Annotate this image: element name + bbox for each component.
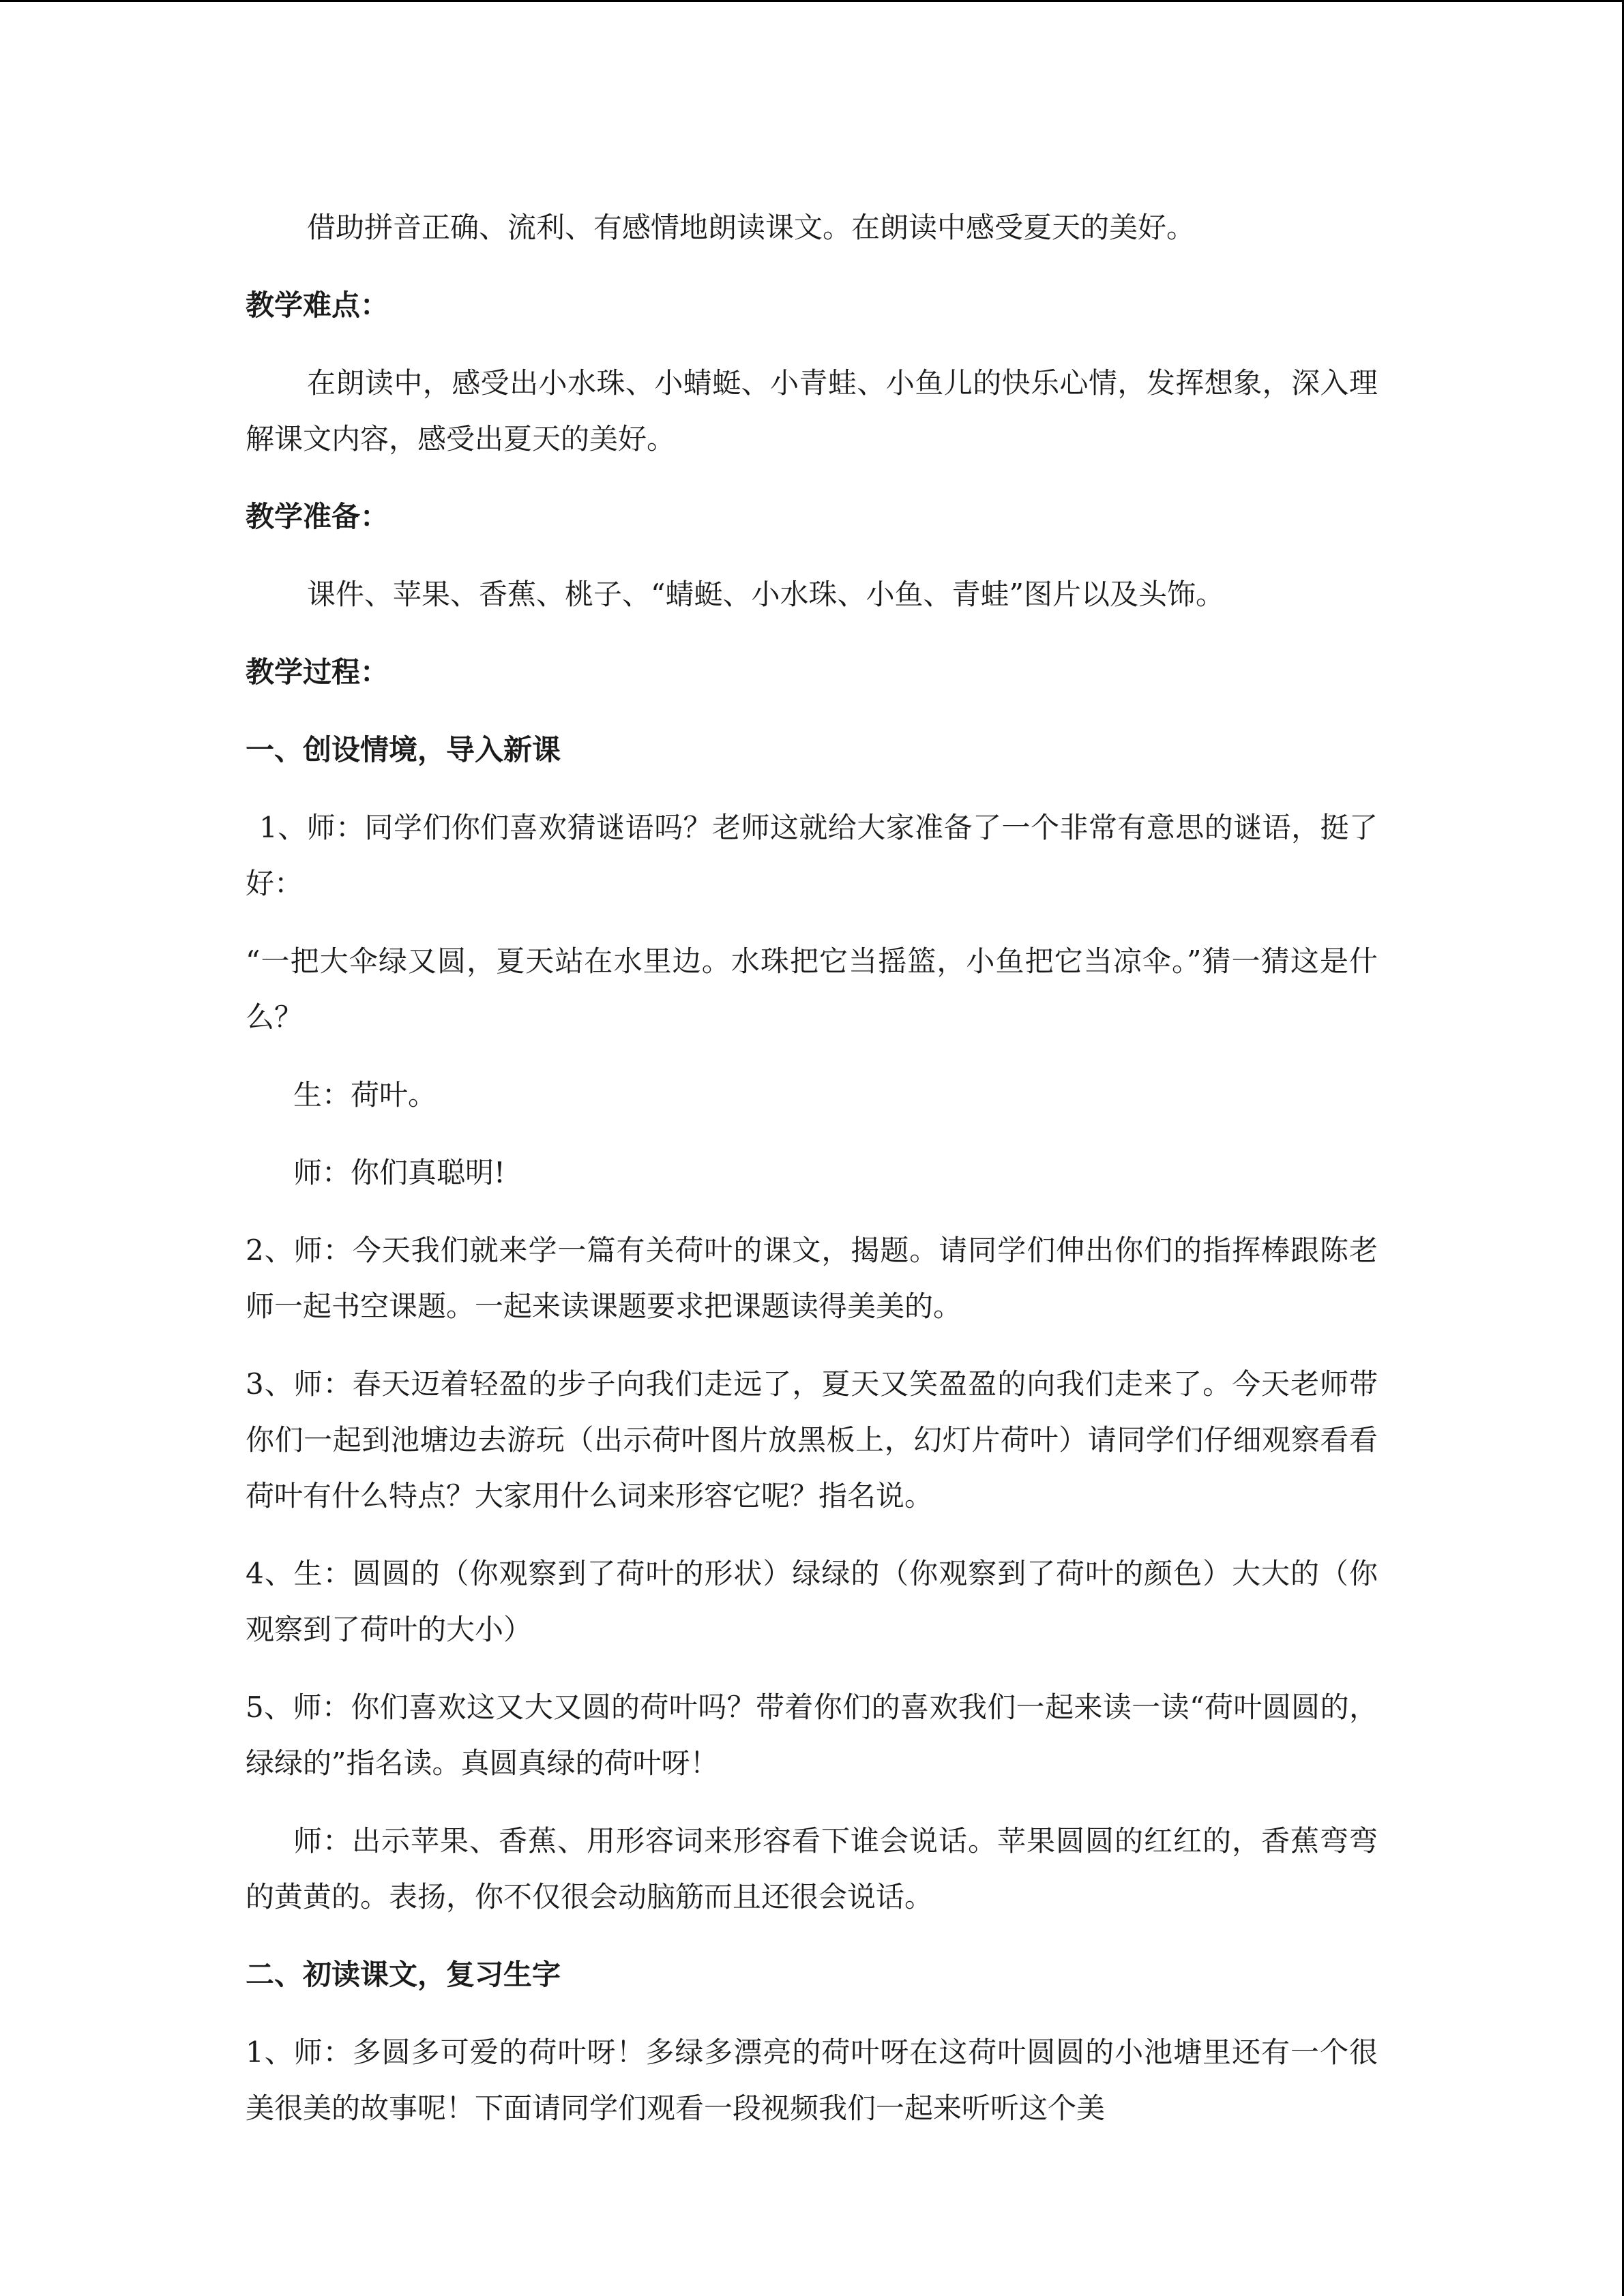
paragraph-step-5: 5、师：你们喜欢这又大又圆的荷叶吗？带着你们的喜欢我们一起来读一读“荷叶圆圆的，绿绿的”指名读。真圆真绿的荷叶呀！ [246, 1690, 1378, 1780]
heading-teaching-preparation: 教学准备： [246, 500, 389, 533]
paragraph-student-answer: 生：荷叶。 [293, 1078, 437, 1112]
heading-teaching-process: 教学过程： [246, 655, 389, 689]
paragraph-difficulty: 在朗读中，感受出小水珠、小蜻蜓、小青蛙、小鱼儿的快乐心情，发挥想象，深入理解课文内容，感受出夏天的美好。 [246, 366, 1378, 456]
paragraph-preparation: 课件、苹果、香蕉、桃子、“蜻蜓、小水珠、小鱼、青蛙”图片以及头饰。 [307, 578, 1224, 611]
paragraph-step-3: 3、师：春天迈着轻盈的步子向我们走远了，夏天又笑盈盈的向我们走来了。今天老师带你们一起到池塘边去游玩（出示荷叶图片放黑板上，幻灯片荷叶）请同学们仔细观察看看荷叶有什么特点？大家用什么词来形容它呢？指名说。 [246, 1367, 1378, 1512]
heading-teaching-difficulty: 教学难点： [246, 288, 389, 322]
paragraph-riddle-intro: 1、师：同学们你们喜欢猜谜语吗？老师这就给大家准备了一个非常有意思的谜语，挺了好： [246, 811, 1378, 900]
heading-section-two: 二、初读课文，复习生字 [246, 1958, 561, 1991]
paragraph-step-2: 2、师：今天我们就来学一篇有关荷叶的课文，揭题。请同学们伸出你们的指挥棒跟陈老师一起书空课题。一起来读课题要求把课题读得美美的。 [246, 1234, 1378, 1323]
document-body [246, 200, 1378, 2158]
paragraph-objective: 借助拼音正确、流利、有感情地朗读课文。在朗读中感受夏天的美好。 [307, 211, 1196, 244]
paragraph-section2-step-1: 1、师：多圆多可爱的荷叶呀！多绿多漂亮的荷叶呀在这荷叶圆圆的小池塘里还有一个很美很美的故事呢！下面请同学们观看一段视频我们一起来听听这个美 [246, 2036, 1378, 2125]
paragraph-teacher-praise: 师：你们真聪明! [293, 1156, 505, 1189]
paragraph-step-4: 4、生：圆圆的（你观察到了荷叶的形状）绿绿的（你观察到了荷叶的颜色）大大的（你观察到了荷叶的大小） [246, 1557, 1378, 1646]
paragraph-teacher-fruits: 师：出示苹果、香蕉、用形容词来形容看下谁会说话。苹果圆圆的红红的，香蕉弯弯的黄黄的。表扬，你不仅很会动脑筋而且还很会说话。 [246, 1824, 1378, 1913]
paragraph-riddle: “一把大伞绿又圆，夏天站在水里边。水珠把它当摇篮，小鱼把它当凉伞。”猜一猜这是什么？ [246, 944, 1378, 1034]
heading-section-one: 一、创设情境，导入新课 [246, 733, 561, 766]
